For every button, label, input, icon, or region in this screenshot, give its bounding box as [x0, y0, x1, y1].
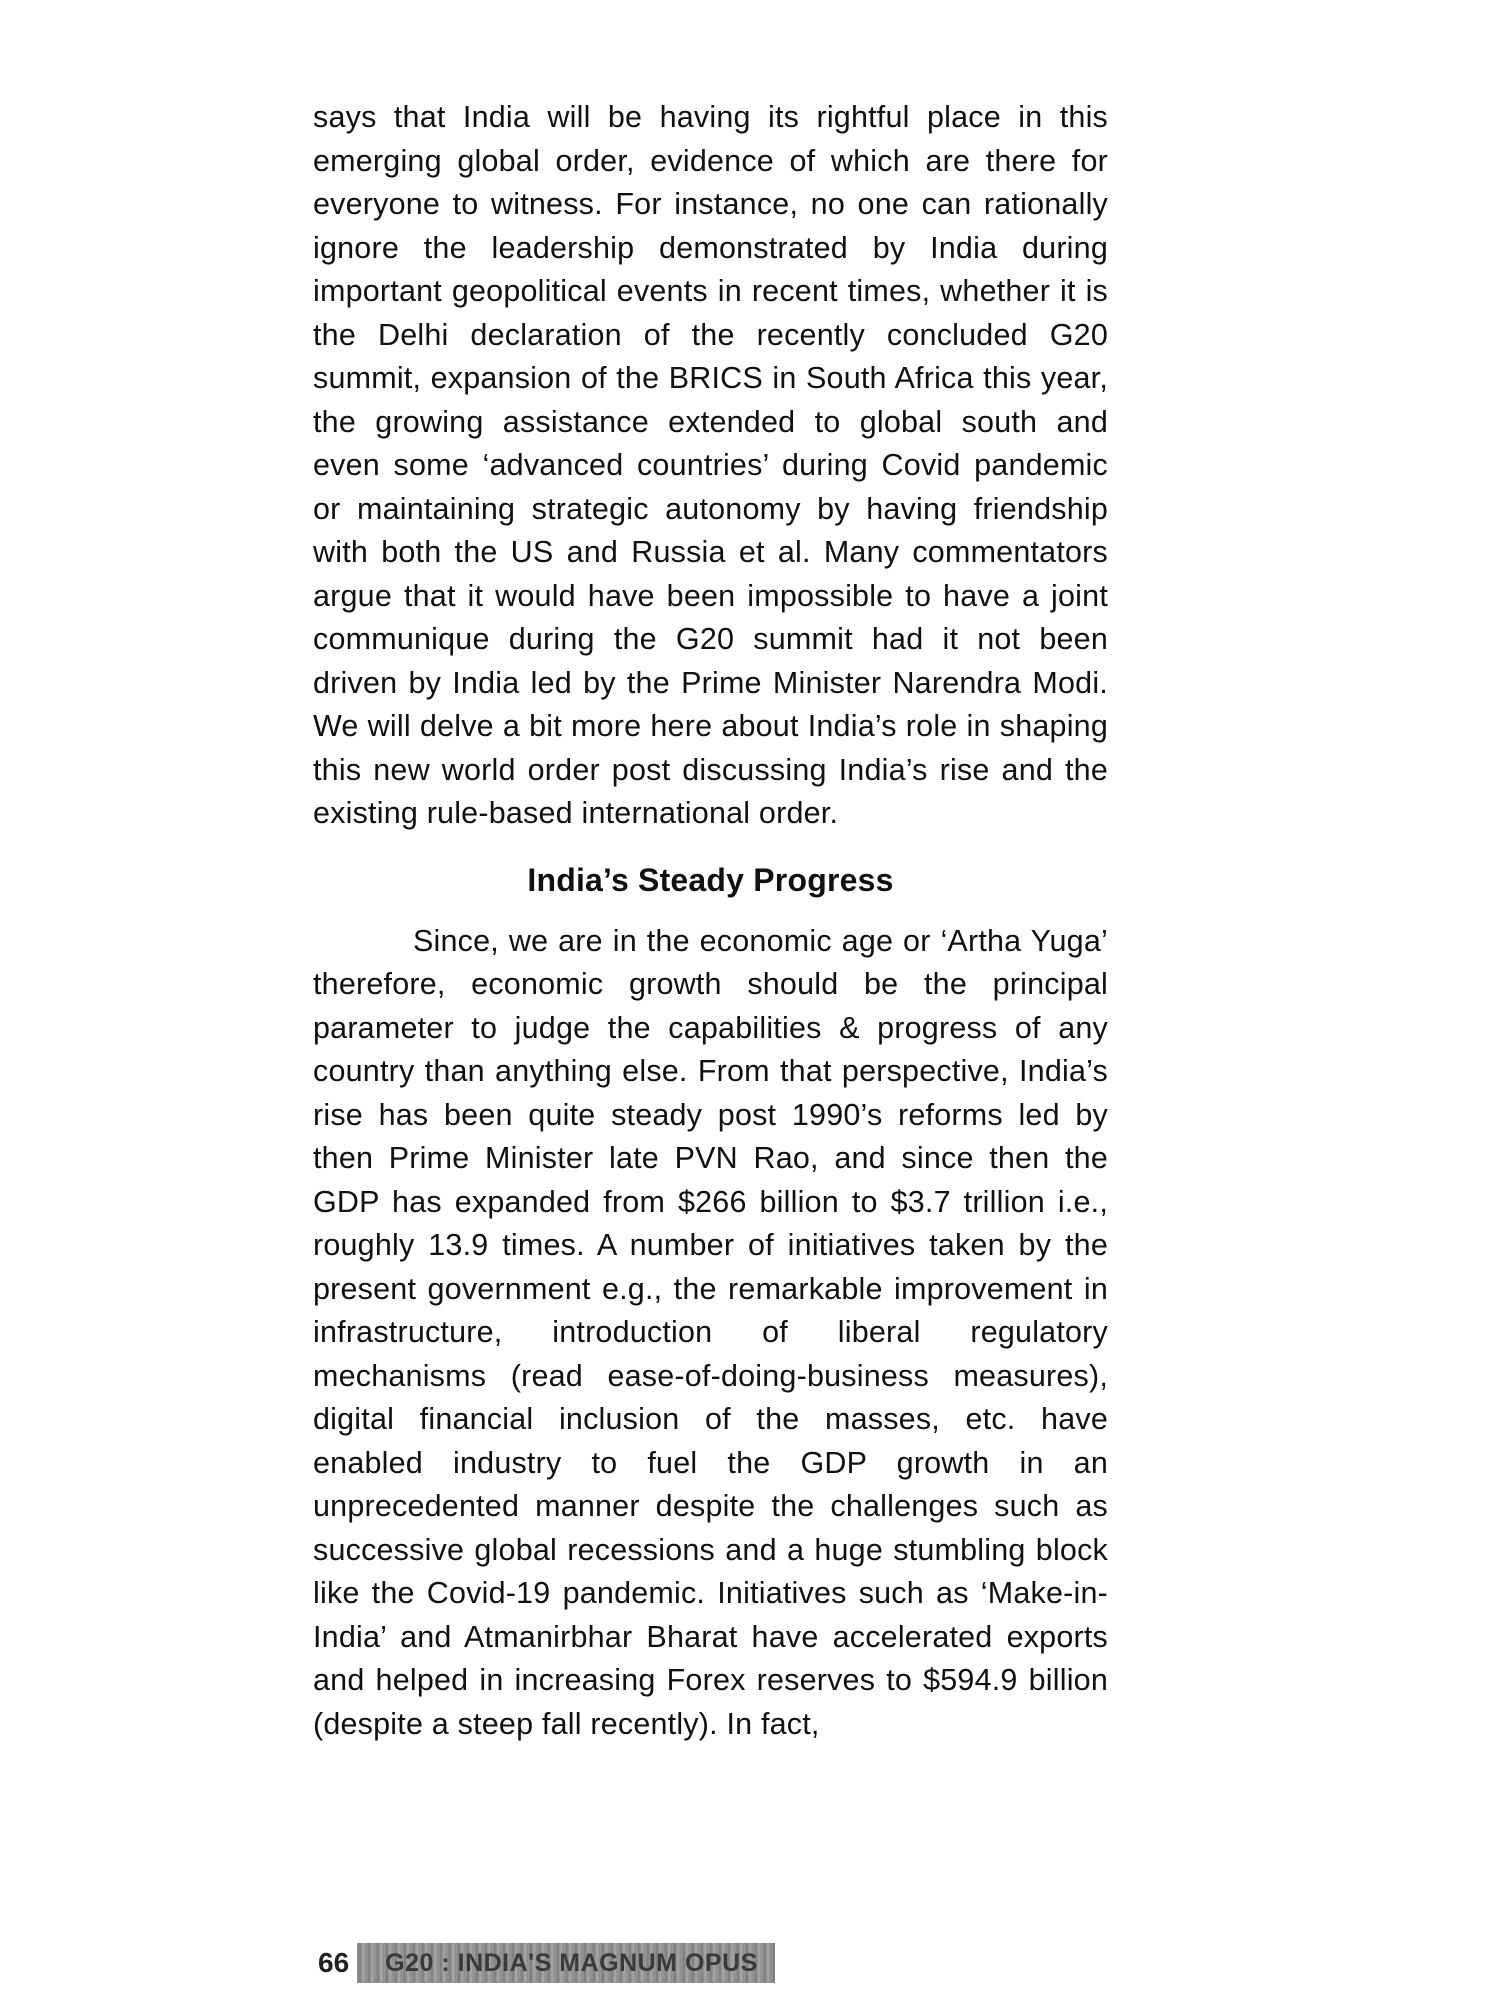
page-number: 66 [318, 1947, 350, 1978]
book-title-banner [357, 1943, 775, 1983]
paragraph: says that India will be having its rightful place in this emerging global order, evidence of which are there for everyone to witness. For instance, no one can rationally ignore the leadership demonstrated by India during important geopolitical events in recent times, whether it is the Delhi declaration of the recently concluded G20 summit, expansion of the BRICS in South Africa this year, the growing assistance extended to global south and even some ‘advanced countries’ during Covid pandemic or maintaining strategic autonomy by having friendship with both the US and Russia et al. Many commentators argue that it would have been impossible to have a joint communique during the G20 summit had it not been driven by India led by the Prime Minister Narendra Modi. We will delve a bit more here about India’s role in shaping this new world order post discussing India’s rise and the existing rule-based international order. [313, 100, 1108, 830]
page-body [313, 96, 1108, 1746]
page-footer [318, 1940, 775, 1986]
paragraph: Since, we are in the economic age or ‘Artha Yuga’ therefore, economic growth should be the principal parameter to judge the capabilities & progress of any country than anything else. From that perspective, India’s rise has been quite steady post 1990’s reforms led by then Prime Minister late PVN Rao, and since then the GDP has expanded from $266 billion to $3.7 trillion i.e., roughly 13.9 times. A number of initiatives taken by the present government e.g., the remarkable improvement in infrastructure, introduction of liberal regulatory mechanisms (read ease-of-doing-business measures), digital financial inclusion of the masses, etc. have enabled industry to fuel the GDP growth in an unprecedented manner despite the challenges such as successive global recessions and a huge stumbling block like the Covid-19 pandemic. Initiatives such as ‘Make-in-India’ and Atmanirbhar Bharat have accelerated exports and helped in increasing Forex reserves to $594.9 billion (despite a steep fall recently). In fact, [313, 923, 1108, 1741]
section-heading: India’s Steady Progress [527, 861, 894, 898]
book-title: G20 : INDIA'S MAGNUM OPUS [385, 1948, 758, 1977]
